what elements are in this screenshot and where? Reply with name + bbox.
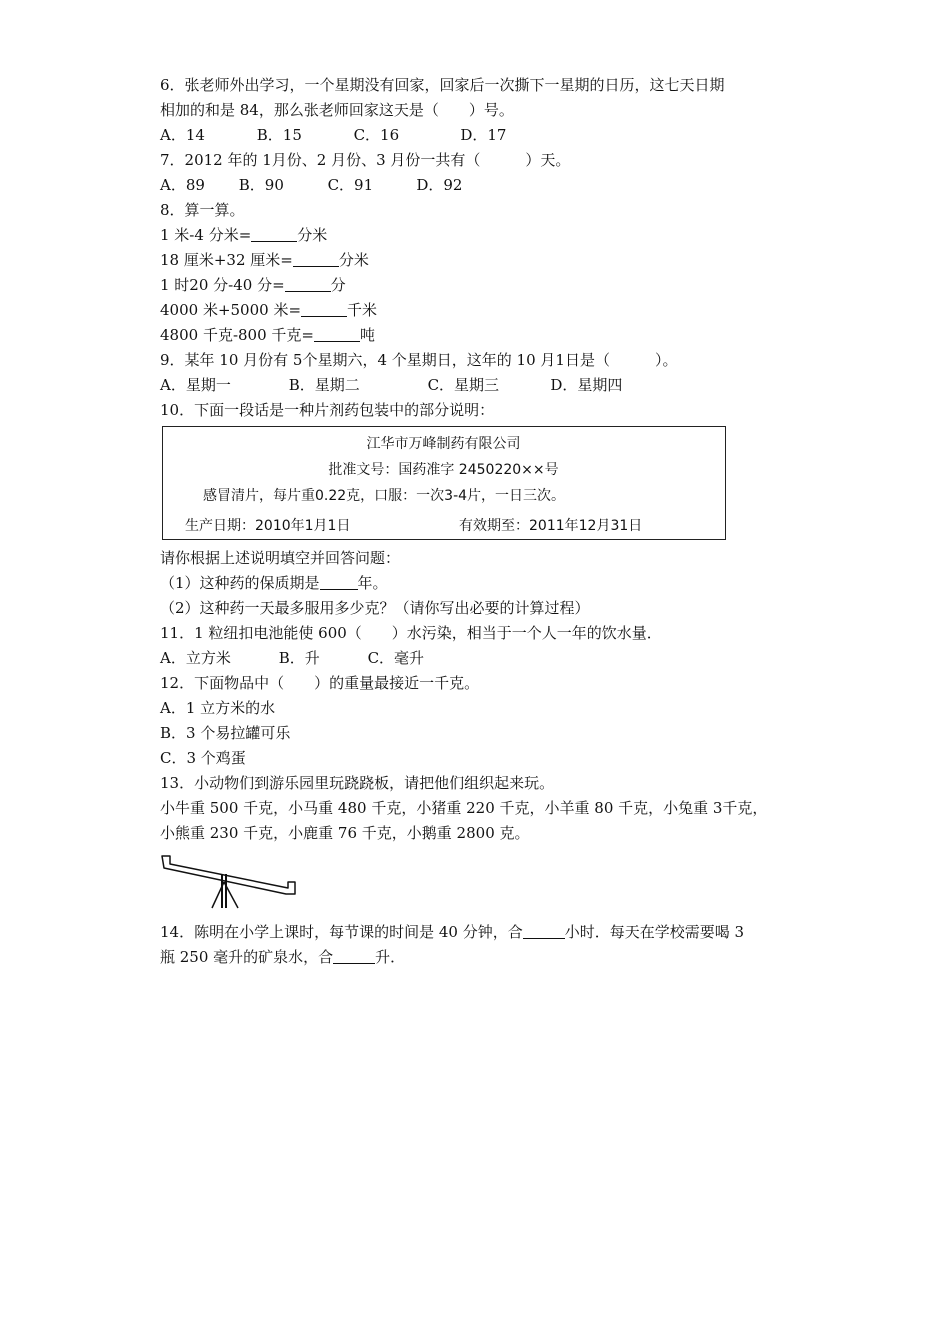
q12-option-c: C．3 个鸡蛋 <box>160 749 246 767</box>
q11-option-c: C．毫升 <box>367 649 425 667</box>
q9-option-b: B．星期二 <box>288 376 360 394</box>
q14-text-3: 瓶 250 毫升的矿泉水，合 <box>160 948 334 966</box>
q8-item-4 <box>160 300 377 320</box>
q10-sub1-unit: 年。 <box>357 574 388 592</box>
q12-option-b: B．3 个易拉罐可乐 <box>160 724 291 742</box>
q7-option-d: D．92 <box>416 176 463 194</box>
q8-item-5-unit: 吨 <box>359 326 375 344</box>
company-name: 江华市万峰制药有限公司 <box>366 436 521 452</box>
q6-option-c: C．16 <box>353 126 400 144</box>
seesaw-plank <box>162 856 295 894</box>
q8-item-2-blank[interactable] <box>293 252 339 267</box>
q9-option-c: C．星期三 <box>427 376 500 394</box>
q6-option-d: D．17 <box>460 126 507 144</box>
q8-item-4-expr: 4000 米+5000 米= <box>160 301 302 319</box>
q8-item-1 <box>160 225 327 245</box>
q8-item-5-blank[interactable] <box>314 327 360 342</box>
q9-option-d: D．星期四 <box>550 376 623 394</box>
q7-option-b: B．90 <box>238 176 284 194</box>
q8-item-3-expr: 1 时20 分-40 分= <box>160 276 285 294</box>
q7-option-a: A．89 <box>160 176 205 194</box>
q10-sub1-text: （1）这种药的保质期是 <box>160 574 320 592</box>
q10-sub1 <box>160 573 388 593</box>
q8-item-2-expr: 18 厘米+32 厘米= <box>160 251 293 269</box>
q8-item-4-unit: 千米 <box>347 301 378 319</box>
q8-item-3-unit: 分 <box>330 276 346 294</box>
medicine-description: 感冒清片，每片重0.22克，口服：一次3-4片，一日三次。 <box>203 488 566 504</box>
q8-title: 8．算一算。 <box>160 201 245 219</box>
q12-question: 12．下面物品中（ ）的重量最接近一千克。 <box>160 674 480 692</box>
q6-line-2: 相加的和是 84，那么张老师回家这天是（ ）号。 <box>160 101 514 119</box>
q8-item-3 <box>160 275 346 295</box>
q9-options <box>160 375 622 395</box>
q9-option-a: A．星期一 <box>160 376 231 394</box>
q13-question: 13．小动物们到游乐园里玩跷跷板，请把他们组织起来玩。 <box>160 774 555 792</box>
q11-question: 11．1 粒纽扣电池能使 600（ ）水污染，相当于一个人一年的饮水量． <box>160 624 662 642</box>
q10-question: 10．下面一段话是一种片剂药包装中的部分说明： <box>160 401 495 419</box>
q9-question: 9．某年 10 月份有 5个星期六，4 个星期日，这年的 10 月1日是（ ）。 <box>160 351 678 369</box>
q11-option-b: B．升 <box>278 649 320 667</box>
q14-line-1 <box>160 922 744 942</box>
q8-item-4-blank[interactable] <box>301 302 347 317</box>
q14-line-2 <box>160 947 405 967</box>
q8-item-2 <box>160 250 369 270</box>
q8-item-1-blank[interactable] <box>251 227 297 242</box>
medicine-label-box <box>162 426 726 540</box>
q14-blank-liters[interactable] <box>333 949 375 964</box>
q6-option-a: A．14 <box>160 126 205 144</box>
q14-text-1: 14．陈明在小学上课时，每节课的时间是 40 分钟，合 <box>160 923 523 941</box>
q11-option-a: A．立方米 <box>160 649 231 667</box>
production-date: 生产日期：2010年1月1日 <box>185 518 351 534</box>
q10-sub2: （2）这种药一天最多服用多少克？（请你写出必要的计算过程） <box>160 599 590 617</box>
approval-number: 批准文号：国药准字 2450220××号 <box>328 462 559 478</box>
q8-item-3-blank[interactable] <box>285 277 331 292</box>
q14-text-2: 小时．每天在学校需要喝 3 <box>564 923 745 941</box>
q6-line-1: 6．张老师外出学习，一个星期没有回家，回家后一次撕下一星期的日历，这七天日期 <box>160 76 725 94</box>
q6-options <box>160 125 506 145</box>
q8-item-1-unit: 分米 <box>297 226 328 244</box>
q10-sub1-blank[interactable] <box>320 575 358 590</box>
q8-item-5-expr: 4800 千克-800 千克= <box>160 326 314 344</box>
q6-option-b: B．15 <box>256 126 302 144</box>
expiry-date: 有效期至：2011年12月31日 <box>459 518 643 534</box>
q7-question: 7．2012 年的 1月份、2 月份、3 月份一共有（ ）天。 <box>160 151 571 169</box>
q7-options <box>160 175 462 195</box>
q12-option-a: A．1 立方米的水 <box>160 699 276 717</box>
seesaw-illustration <box>160 852 300 910</box>
q8-item-1-expr: 1 米-4 分米= <box>160 226 252 244</box>
q10-prompt: 请你根据上述说明填空并回答问题： <box>160 549 401 567</box>
q14-text-4: 升． <box>375 948 406 966</box>
q13-weights-line-2: 小熊重 230 千克，小鹿重 76 千克，小鹅重 2800 克。 <box>160 824 530 842</box>
q8-item-2-unit: 分米 <box>338 251 369 269</box>
q13-weights-line-1: 小牛重 500 千克，小马重 480 千克，小猪重 220 千克，小羊重 80 千克，小兔重 3千克， <box>160 799 768 817</box>
q7-option-c: C．91 <box>327 176 374 194</box>
q11-options <box>160 648 424 668</box>
q14-blank-hours[interactable] <box>523 924 565 939</box>
q8-item-5 <box>160 325 375 345</box>
